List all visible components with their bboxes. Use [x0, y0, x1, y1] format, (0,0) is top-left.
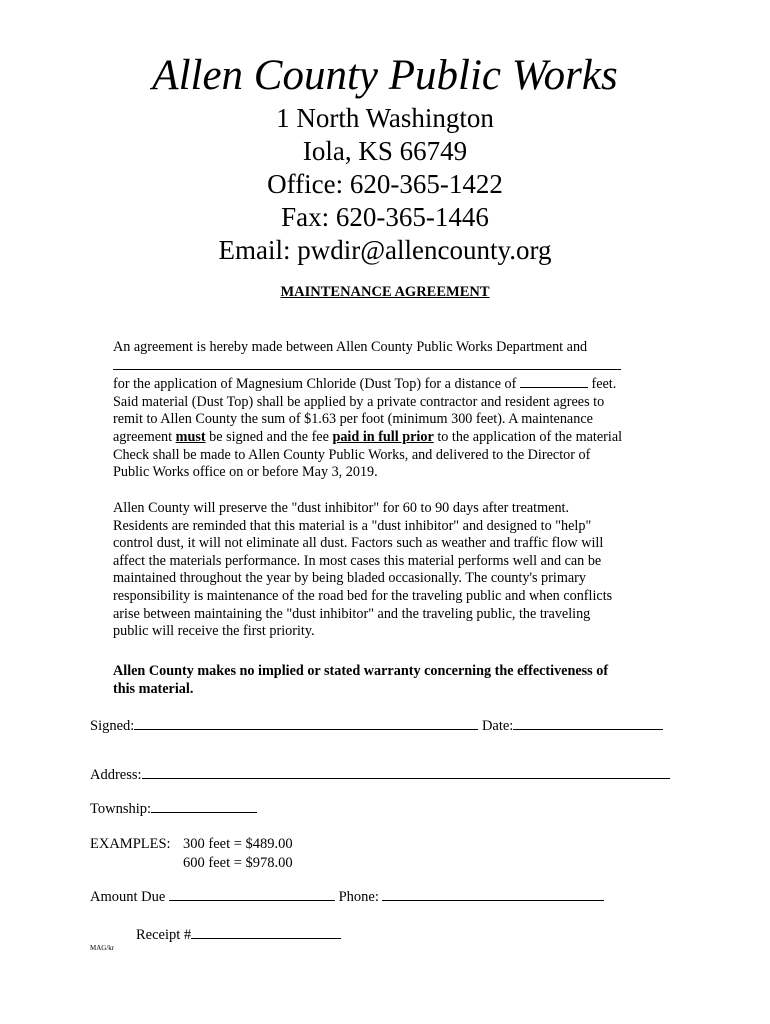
- party-name-line: [113, 357, 673, 376]
- examples-label: EXAMPLES:: [90, 836, 171, 852]
- address-field[interactable]: [142, 766, 670, 779]
- para1-line: [113, 429, 673, 447]
- para2-line: maintained throughout the year by being bladed occasionally. The county's primary: [113, 570, 586, 587]
- example-600-feet: 600 feet = $978.00: [183, 855, 293, 871]
- office-phone: Office: 620-365-1422: [267, 169, 503, 199]
- signature-field[interactable]: [134, 717, 478, 730]
- receipt-field[interactable]: [191, 926, 341, 939]
- feet-text: feet.: [591, 376, 617, 393]
- warranty-line: Allen County makes no implied or stated warranty concerning the effectiveness of: [113, 663, 609, 679]
- township-row: [90, 800, 257, 818]
- amount-phone-row: [90, 888, 604, 906]
- fee-text: be signed and the fee: [209, 428, 329, 445]
- dust-inhibitor-paragraph: [113, 500, 673, 641]
- agreement-text: agreement: [113, 428, 173, 445]
- phone-field[interactable]: [382, 888, 604, 901]
- date-label: Date:: [481, 718, 514, 734]
- amount-due-field[interactable]: [169, 888, 335, 901]
- address-label: Address:: [90, 767, 142, 783]
- para1-line: remit to Allen County the sum of $1.63 per foot (minimum 300 feet). A maintenance: [113, 411, 593, 428]
- distance-blank[interactable]: [520, 375, 588, 388]
- application-text: to the application of the material: [437, 428, 623, 445]
- distance-text: for the application of Magnesium Chloride (Dust Top) for a distance of: [113, 376, 517, 393]
- agreement-heading: MAINTENANCE AGREEMENT: [280, 284, 490, 300]
- example-300-feet: 300 feet = $489.00: [183, 836, 293, 852]
- para2-line: responsibility is maintenance of the road bed for the traveling public and when conflicts: [113, 587, 613, 604]
- para1-line: Check shall be made to Allen County Public Works, and delivered to the Director of: [113, 446, 591, 463]
- para2-line: Allen County will preserve the "dust inhibitor" for 60 to 90 days after treatment.: [113, 500, 570, 516]
- para1-line: Public Works office on or before May 3, 2019.: [113, 464, 378, 481]
- para2-line: arise between maintaining the "dust inhibitor" and the traveling public, the traveling: [113, 605, 591, 622]
- party-name-blank[interactable]: [113, 357, 621, 370]
- para1-line: Said material (Dust Top) shall be applied by a private contractor and resident agrees to: [113, 393, 605, 410]
- township-field[interactable]: [151, 800, 257, 813]
- township-label: Township:: [90, 801, 152, 817]
- receipt-row: [136, 926, 341, 944]
- signed-label: Signed:: [90, 718, 135, 734]
- author-initials: MAG/kr: [90, 944, 115, 952]
- para2-line: control dust, it will not eliminate all dust. Factors such as weather and traffic flow will: [113, 535, 604, 552]
- receipt-label: Receipt #: [136, 927, 192, 943]
- org-title: Allen County Public Works: [152, 52, 618, 99]
- address-line-street: 1 North Washington: [276, 103, 494, 133]
- para2-line: affect the materials performance. In most cases this material performs well and can be: [113, 552, 602, 569]
- signature-row: [90, 717, 663, 735]
- date-field[interactable]: [513, 717, 663, 730]
- paid-in-full-emphasis: paid in full prior: [332, 428, 434, 445]
- address-line-city: Iola, KS 66749: [302, 136, 468, 166]
- must-emphasis: must: [175, 428, 206, 445]
- warranty-statement: [113, 663, 673, 698]
- warranty-line: this material.: [113, 680, 194, 697]
- para1-line: [113, 375, 673, 394]
- para2-line: Residents are reminded that this material is a "dust inhibitor" and designed to "help": [113, 517, 592, 534]
- para1-line: An agreement is hereby made between Allen County Public Works Department and: [113, 339, 588, 355]
- para2-line: public will receive the first priority.: [113, 623, 315, 640]
- phone-label: Phone:: [338, 889, 379, 905]
- address-row: [90, 766, 670, 784]
- agreement-paragraph: [113, 339, 673, 482]
- amount-due-label: Amount Due: [90, 889, 166, 905]
- fax-number: Fax: 620-365-1446: [281, 202, 489, 232]
- email-address: Email: pwdir@allencounty.org: [218, 235, 552, 265]
